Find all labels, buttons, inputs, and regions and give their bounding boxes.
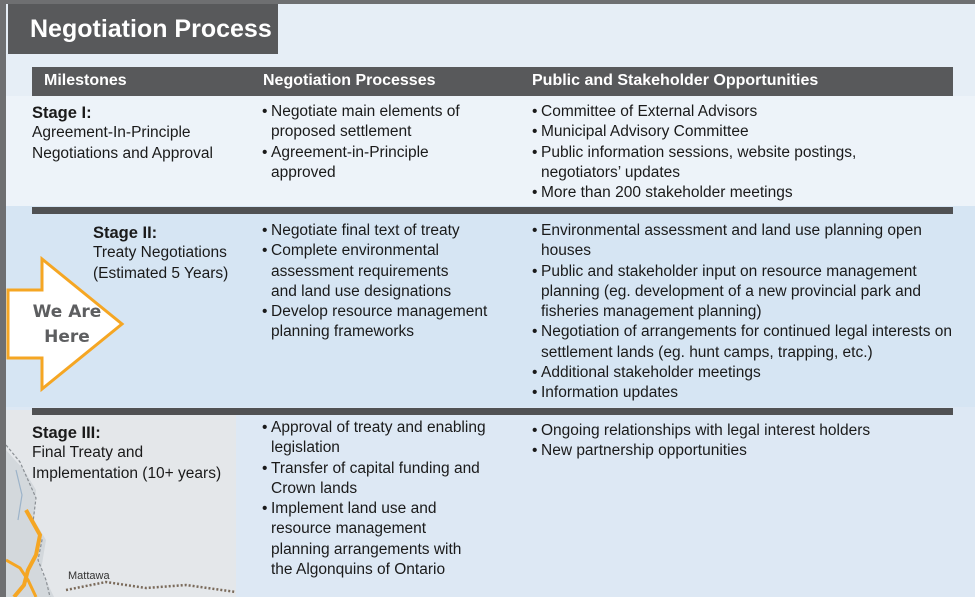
stage-3-milestone [32, 423, 247, 484]
list-item: • Negotiate final text of treaty [262, 221, 494, 241]
list-item: • Information updates [532, 383, 962, 403]
page-title: Negotiation Process [8, 4, 278, 54]
list-item: • Public and stakeholder input on resource management planning (eg. development of a new provincial park and fisheries management planning) [532, 262, 962, 323]
stage-3-title: Stage III: [32, 424, 101, 442]
we-are-here-label [28, 300, 106, 350]
stage-1-opportunities [532, 102, 942, 203]
list-item: • Municipal Advisory Committee [532, 122, 942, 142]
marker-line: We Are [32, 302, 102, 322]
stage-3-line: Final Treaty and [32, 444, 144, 462]
list-item: • Implement land use and resource management planning arrangements with the Algonquins of Ontario [262, 499, 494, 580]
list-item: • Negotiation of arrangements for continued legal interests on settlement lands (eg. hunt camps, trapping, etc.) [532, 322, 962, 363]
header-negotiation-processes: Negotiation Processes [263, 72, 436, 89]
stage-divider [32, 207, 953, 214]
marker-line: Here [44, 327, 90, 347]
list-item: • Ongoing relationships with legal interest holders [532, 421, 942, 441]
list-item: • Transfer of capital funding and Crown lands [262, 459, 494, 500]
stage-2-line: (Estimated 5 Years) [93, 264, 229, 282]
list-item: • Develop resource management planning frameworks [262, 302, 494, 343]
list-item: • More than 200 stakeholder meetings [532, 183, 942, 203]
stage-1-title: Stage I: [32, 104, 92, 122]
column-header-bar [32, 67, 953, 96]
list-item: • Complete environmental assessment requirements and land use designations [262, 241, 494, 302]
stage-2-opportunities [532, 221, 962, 404]
stage-2-title: Stage II: [93, 224, 158, 242]
list-item: • Public information sessions, website postings, negotiators’ updates [532, 143, 942, 184]
list-item: • Environmental assessment and land use planning open houses [532, 221, 962, 262]
map-place-label: Mattawa [68, 570, 110, 582]
list-item: • Negotiate main elements of proposed settlement [262, 102, 494, 143]
stage-1-line: Negotiations and Approval [32, 144, 213, 162]
list-item: • New partnership opportunities [532, 441, 942, 461]
stage-1-processes [262, 102, 494, 183]
list-item: • Committee of External Advisors [532, 102, 942, 122]
stage-3-line: Implementation (10+ years) [32, 464, 222, 482]
stage-3-processes [262, 418, 494, 580]
stage-1-line: Agreement-In-Principle [32, 124, 191, 142]
list-item: • Agreement-in-Principle approved [262, 143, 494, 184]
header-opportunities: Public and Stakeholder Opportunities [532, 72, 819, 89]
stage-3-opportunities [532, 421, 942, 462]
stage-2-line: Treaty Negotiations [93, 244, 227, 262]
list-item: • Approval of treaty and enabling legislation [262, 418, 494, 459]
list-item: • Additional stakeholder meetings [532, 363, 962, 383]
stage-1-milestone [32, 103, 242, 164]
stage-2-processes [262, 221, 494, 343]
stage-divider [32, 408, 953, 415]
header-milestones: Milestones [44, 72, 127, 89]
